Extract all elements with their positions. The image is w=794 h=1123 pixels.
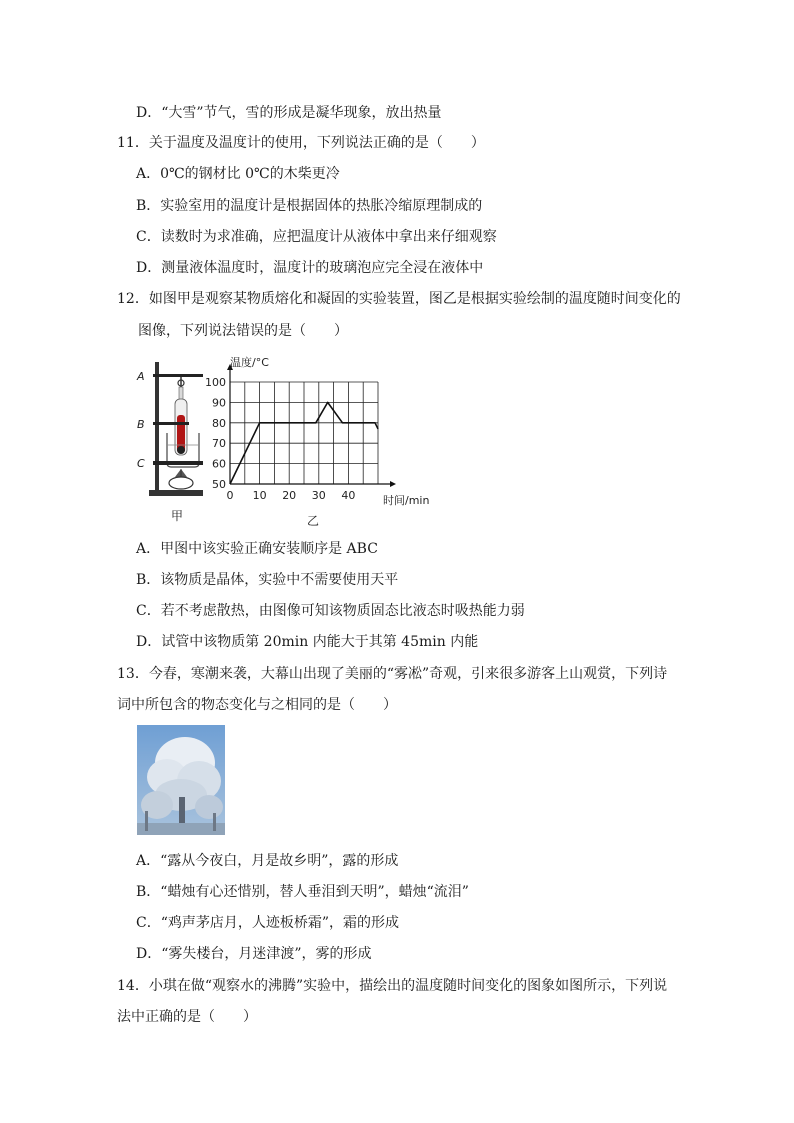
x-tick-label: 30 [311,489,326,502]
q13-option-a: A．“露从今夜白，月是故乡明”，露的形成 [136,853,399,869]
x-tick-label: 0 [226,489,234,502]
q12-option-a: A．甲图中该实验正确安装顺序是 ABC [136,541,378,557]
q13-stem-line1: 13．今春，寒潮来袭，大幕山出现了美丽的“雾凇”奇观，引来很多游客上山观赏，下列诗 [117,666,668,682]
y-tick-label: 100 [205,376,226,389]
y-tick-label: 50 [212,478,226,491]
chart-xlabel: 时间/min [383,494,430,507]
q12-option-c: C．若不考虑散热，由图像可知该物质固态比液态时吸热能力弱 [136,603,525,619]
figure-yi-chart [200,352,460,532]
figure-jia-label-a: A [137,370,145,383]
q11-option-a: A．0℃的钢材比 0℃的木柴更冷 [136,166,340,182]
q12-option-d: D．试管中该物质第 20min 内能大于其第 45min 内能 [136,634,479,650]
y-tick-label: 60 [212,457,226,471]
rime-tree-photo [137,725,225,835]
chart-caption: 乙 [307,514,320,528]
x-tick-label: 20 [282,489,297,502]
figure-jia-caption: 甲 [171,509,184,523]
q13-option-d: D．“雾失楼台，月迷津渡”，雾的形成 [136,946,372,962]
q14-stem-line2: 法中正确的是（ ） [117,1009,257,1025]
q12-option-b: B．该物质是晶体，实验中不需要使用天平 [136,572,399,588]
q13-stem-line2: 词中所包含的物态变化与之相同的是（ ） [117,697,397,713]
chart-ylabel: 温度/°C [230,356,269,369]
q13-option-b: B．“蜡烛有心还惜别，替人垂泪到天明”，蜡烛“流泪” [136,884,469,900]
y-tick-label: 90 [212,396,226,410]
q10-option-d: D．“大雪”节气，雪的形成是凝华现象，放出热量 [136,105,442,121]
y-tick-label: 80 [212,416,226,430]
q11-stem: 11．关于温度及温度计的使用，下列说法正确的是（ ） [117,135,485,151]
q11-option-d: D．测量液体温度时，温度计的玻璃泡应完全浸在液体中 [136,260,484,276]
q12-stem-line2: 图像，下列说法错误的是（ ） [138,323,348,339]
q12-stem-line1: 12．如图甲是观察某物质熔化和凝固的实验装置，图乙是根据实验绘制的温度随时间变化的 [117,291,681,307]
y-tick-label: 70 [212,437,226,451]
x-tick-label: 10 [252,489,267,502]
x-tick-label: 40 [341,489,356,502]
q11-option-b: B．实验室用的温度计是根据固体的热胀冷缩原理制成的 [136,198,483,214]
q13-option-c: C．“鸡声茅店月，人迹板桥霜”，霜的形成 [136,915,400,931]
figure-jia-label-b: B [137,418,145,431]
q11-option-c: C．读数时为求准确，应把温度计从液体中拿出来仔细观察 [136,229,497,245]
x-axis-arrow [390,481,396,487]
figure-jia-label-c: C [137,457,145,470]
q14-stem-line1: 14．小琪在做“观察水的沸腾”实验中，描绘出的温度随时间变化的图象如图所示，下列说 [117,978,668,994]
